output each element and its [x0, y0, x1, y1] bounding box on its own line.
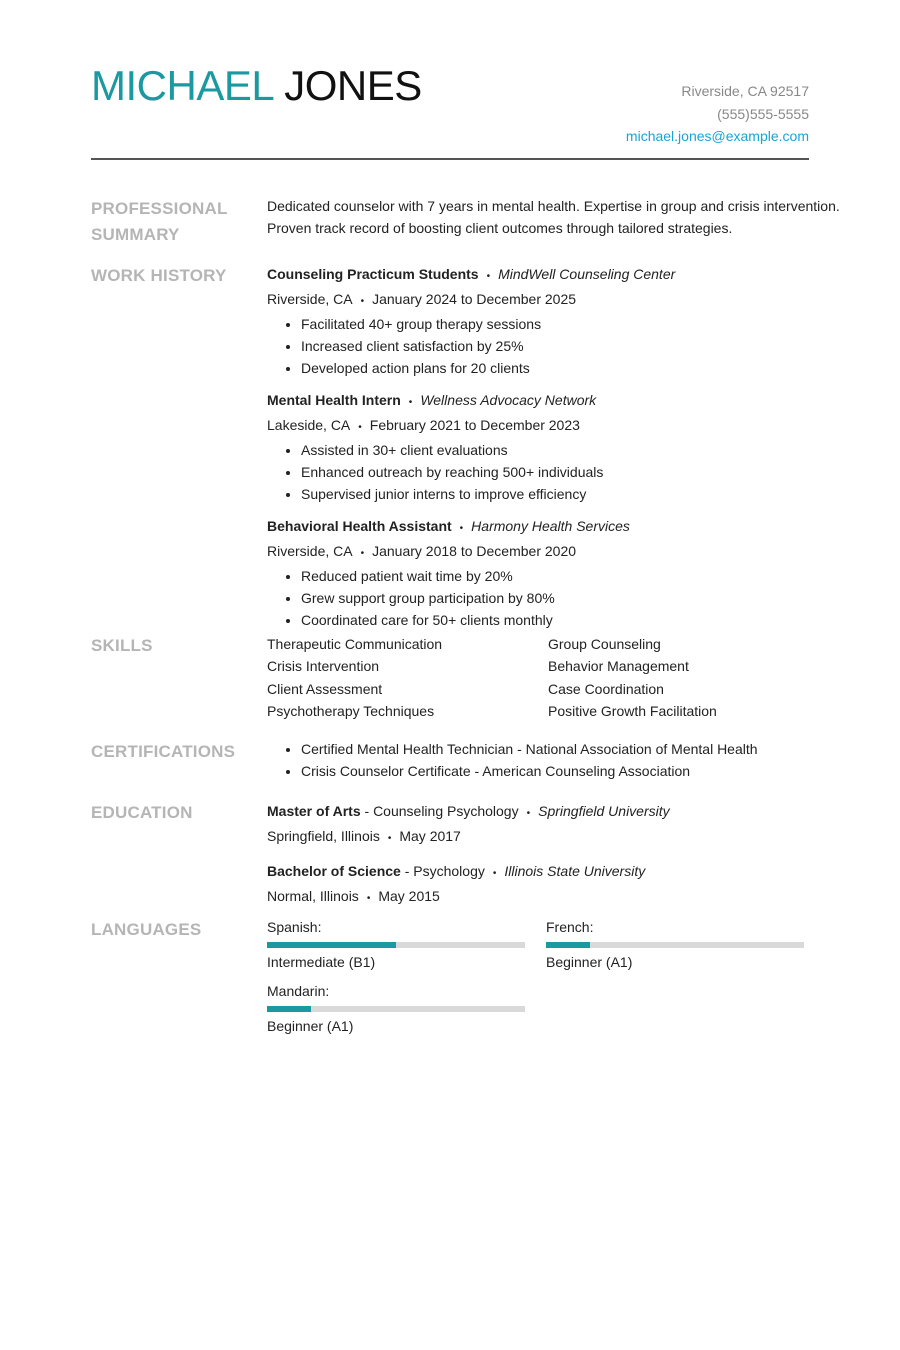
- job-bullet: • Increased client satisfaction by 25%: [301, 335, 812, 357]
- skill-item: Psychotherapy Techniques: [267, 702, 435, 719]
- job-entry: [267, 515, 812, 631]
- job-bullets: [267, 565, 812, 631]
- graduation-date: May 2015: [378, 888, 440, 904]
- resume-header: [91, 60, 809, 160]
- proficiency-fill: [546, 942, 590, 948]
- first-name: MICHAEL: [91, 62, 275, 109]
- school: Illinois State University: [504, 863, 646, 879]
- job-role: Counseling Practicum Students: [267, 266, 479, 282]
- separator-dot: •: [360, 548, 365, 559]
- job-meta: [267, 414, 812, 439]
- job-org: Wellness Advocacy Network: [420, 392, 597, 408]
- job-heading: [267, 263, 812, 288]
- skills-section: [91, 633, 809, 728]
- address: Riverside, CA 92517: [681, 83, 809, 99]
- job-meta: [267, 540, 812, 565]
- job-dates: January 2018 to December 2020: [372, 543, 577, 559]
- job-bullets: [267, 313, 812, 379]
- language-name: Spanish:: [267, 919, 322, 935]
- phone: (555)555-5555: [717, 105, 809, 122]
- separator-dot: •: [486, 271, 491, 282]
- proficiency-bar: [267, 942, 525, 948]
- education-heading: [267, 800, 812, 825]
- skill-item: Group Counseling: [548, 636, 661, 652]
- school-location: Normal, Illinois: [267, 888, 359, 904]
- education-meta: [267, 885, 812, 910]
- job-role: Mental Health Intern: [267, 392, 401, 408]
- education-section: [91, 800, 809, 905]
- language-name: Mandarin:: [267, 983, 330, 999]
- language-level: Beginner (A1): [546, 954, 633, 970]
- languages-title: LANGUAGES: [91, 920, 202, 939]
- certification-item: • Certified Mental Health Technician - National Association of Mental Health: [301, 738, 812, 760]
- job-bullet: • Enhanced outreach by reaching 500+ individuals: [301, 461, 812, 483]
- job-meta: [267, 288, 812, 313]
- language-level: Intermediate (B1): [267, 954, 376, 970]
- certifications-list: [267, 738, 812, 782]
- skills-body: [267, 633, 812, 722]
- degree: Master of Arts: [267, 803, 361, 819]
- job-dates: February 2021 to December 2023: [369, 417, 580, 433]
- last-name: JONES: [284, 62, 422, 109]
- field-of-study: - Counseling Psychology: [360, 803, 519, 819]
- separator-dot: •: [366, 893, 371, 904]
- summary-line: Dedicated counselor with 7 years in mental health. Expertise in group and crisis intervention.: [267, 198, 840, 214]
- skill-item: Crisis Intervention: [267, 658, 380, 675]
- summary-title-line2: SUMMARY: [91, 225, 180, 244]
- summary-title-line1: PROFESSIONAL: [91, 199, 228, 218]
- job-entry: [267, 389, 812, 505]
- separator-dot: •: [408, 397, 413, 408]
- separator-dot: •: [459, 523, 464, 534]
- header-divider: [91, 158, 809, 160]
- summary-title: [91, 196, 251, 248]
- contact-info: [626, 80, 809, 148]
- education-heading: [267, 860, 812, 885]
- separator-dot: •: [492, 868, 497, 879]
- languages-section: [91, 917, 809, 1047]
- job-bullet: • Grew support group participation by 80%: [301, 587, 812, 609]
- school: Springfield University: [538, 803, 670, 819]
- proficiency-bar: [546, 942, 804, 948]
- language-level: Beginner (A1): [267, 1018, 354, 1034]
- job-bullet: • Assisted in 30+ client evaluations: [301, 439, 812, 461]
- languages-grid: [267, 916, 812, 1036]
- job-org: Harmony Health Services: [471, 518, 630, 534]
- proficiency-bar: [267, 1006, 525, 1012]
- job-location: Lakeside, CA: [267, 417, 351, 433]
- summary-body: [267, 195, 840, 239]
- summary-line: Proven track record of boosting client outcomes through tailored strategies.: [267, 220, 733, 236]
- education-body: [267, 800, 812, 920]
- certifications-section: [91, 739, 809, 789]
- work-history-section: [91, 263, 809, 628]
- skills-grid: [267, 633, 812, 722]
- education-entry: [267, 800, 812, 850]
- job-dates: January 2024 to December 2025: [372, 291, 577, 307]
- language-name: French:: [546, 919, 594, 935]
- degree: Bachelor of Science: [267, 863, 401, 879]
- work-history-body: [267, 263, 812, 641]
- job-location: Riverside, CA: [267, 291, 353, 307]
- proficiency-fill: [267, 942, 396, 948]
- job-bullet: • Coordinated care for 50+ clients monthly: [301, 609, 812, 631]
- candidate-name: [91, 60, 422, 112]
- job-role: Behavioral Health Assistant: [267, 518, 452, 534]
- education-meta: [267, 825, 812, 850]
- skill-item: Behavior Management: [548, 658, 689, 675]
- certifications-title: CERTIFICATIONS: [91, 742, 236, 761]
- job-heading: [267, 515, 812, 540]
- skill-item: Positive Growth Facilitation: [548, 702, 717, 719]
- job-entry: [267, 263, 812, 379]
- job-heading: [267, 389, 812, 414]
- skill-item: Therapeutic Communication: [267, 636, 443, 652]
- language-item: [267, 916, 525, 973]
- languages-body: [267, 916, 812, 1036]
- certification-item: • Crisis Counselor Certificate - American Counseling Association: [301, 760, 812, 782]
- job-org: MindWell Counseling Center: [498, 266, 676, 282]
- summary-section: [91, 196, 840, 256]
- separator-dot: •: [358, 422, 362, 433]
- separator-dot: •: [387, 833, 392, 844]
- proficiency-fill: [267, 1006, 311, 1012]
- job-bullet: • Reduced patient wait time by 20%: [301, 565, 812, 587]
- education-title: EDUCATION: [91, 803, 193, 822]
- job-bullets: [267, 439, 812, 505]
- field-of-study: - Psychology: [400, 863, 485, 879]
- job-bullet: • Developed action plans for 20 clients: [301, 357, 812, 379]
- job-bullet: • Facilitated 40+ group therapy sessions: [301, 313, 812, 335]
- job-bullet: • Supervised junior interns to improve efficiency: [301, 483, 812, 505]
- email-link[interactable]: michael.jones@example.com: [625, 128, 809, 144]
- skill-item: Client Assessment: [267, 680, 383, 697]
- work-history-title: WORK HISTORY: [91, 266, 227, 285]
- education-entry: [267, 860, 812, 910]
- graduation-date: May 2017: [399, 828, 461, 844]
- school-location: Springfield, Illinois: [267, 828, 380, 844]
- skills-title: SKILLS: [91, 636, 153, 655]
- job-location: Riverside, CA: [267, 543, 353, 559]
- skill-item: Case Coordination: [548, 680, 664, 697]
- separator-dot: •: [526, 808, 531, 819]
- language-item: [267, 980, 525, 1037]
- separator-dot: •: [360, 296, 365, 307]
- certifications-body: [267, 738, 812, 782]
- language-item: [546, 916, 804, 973]
